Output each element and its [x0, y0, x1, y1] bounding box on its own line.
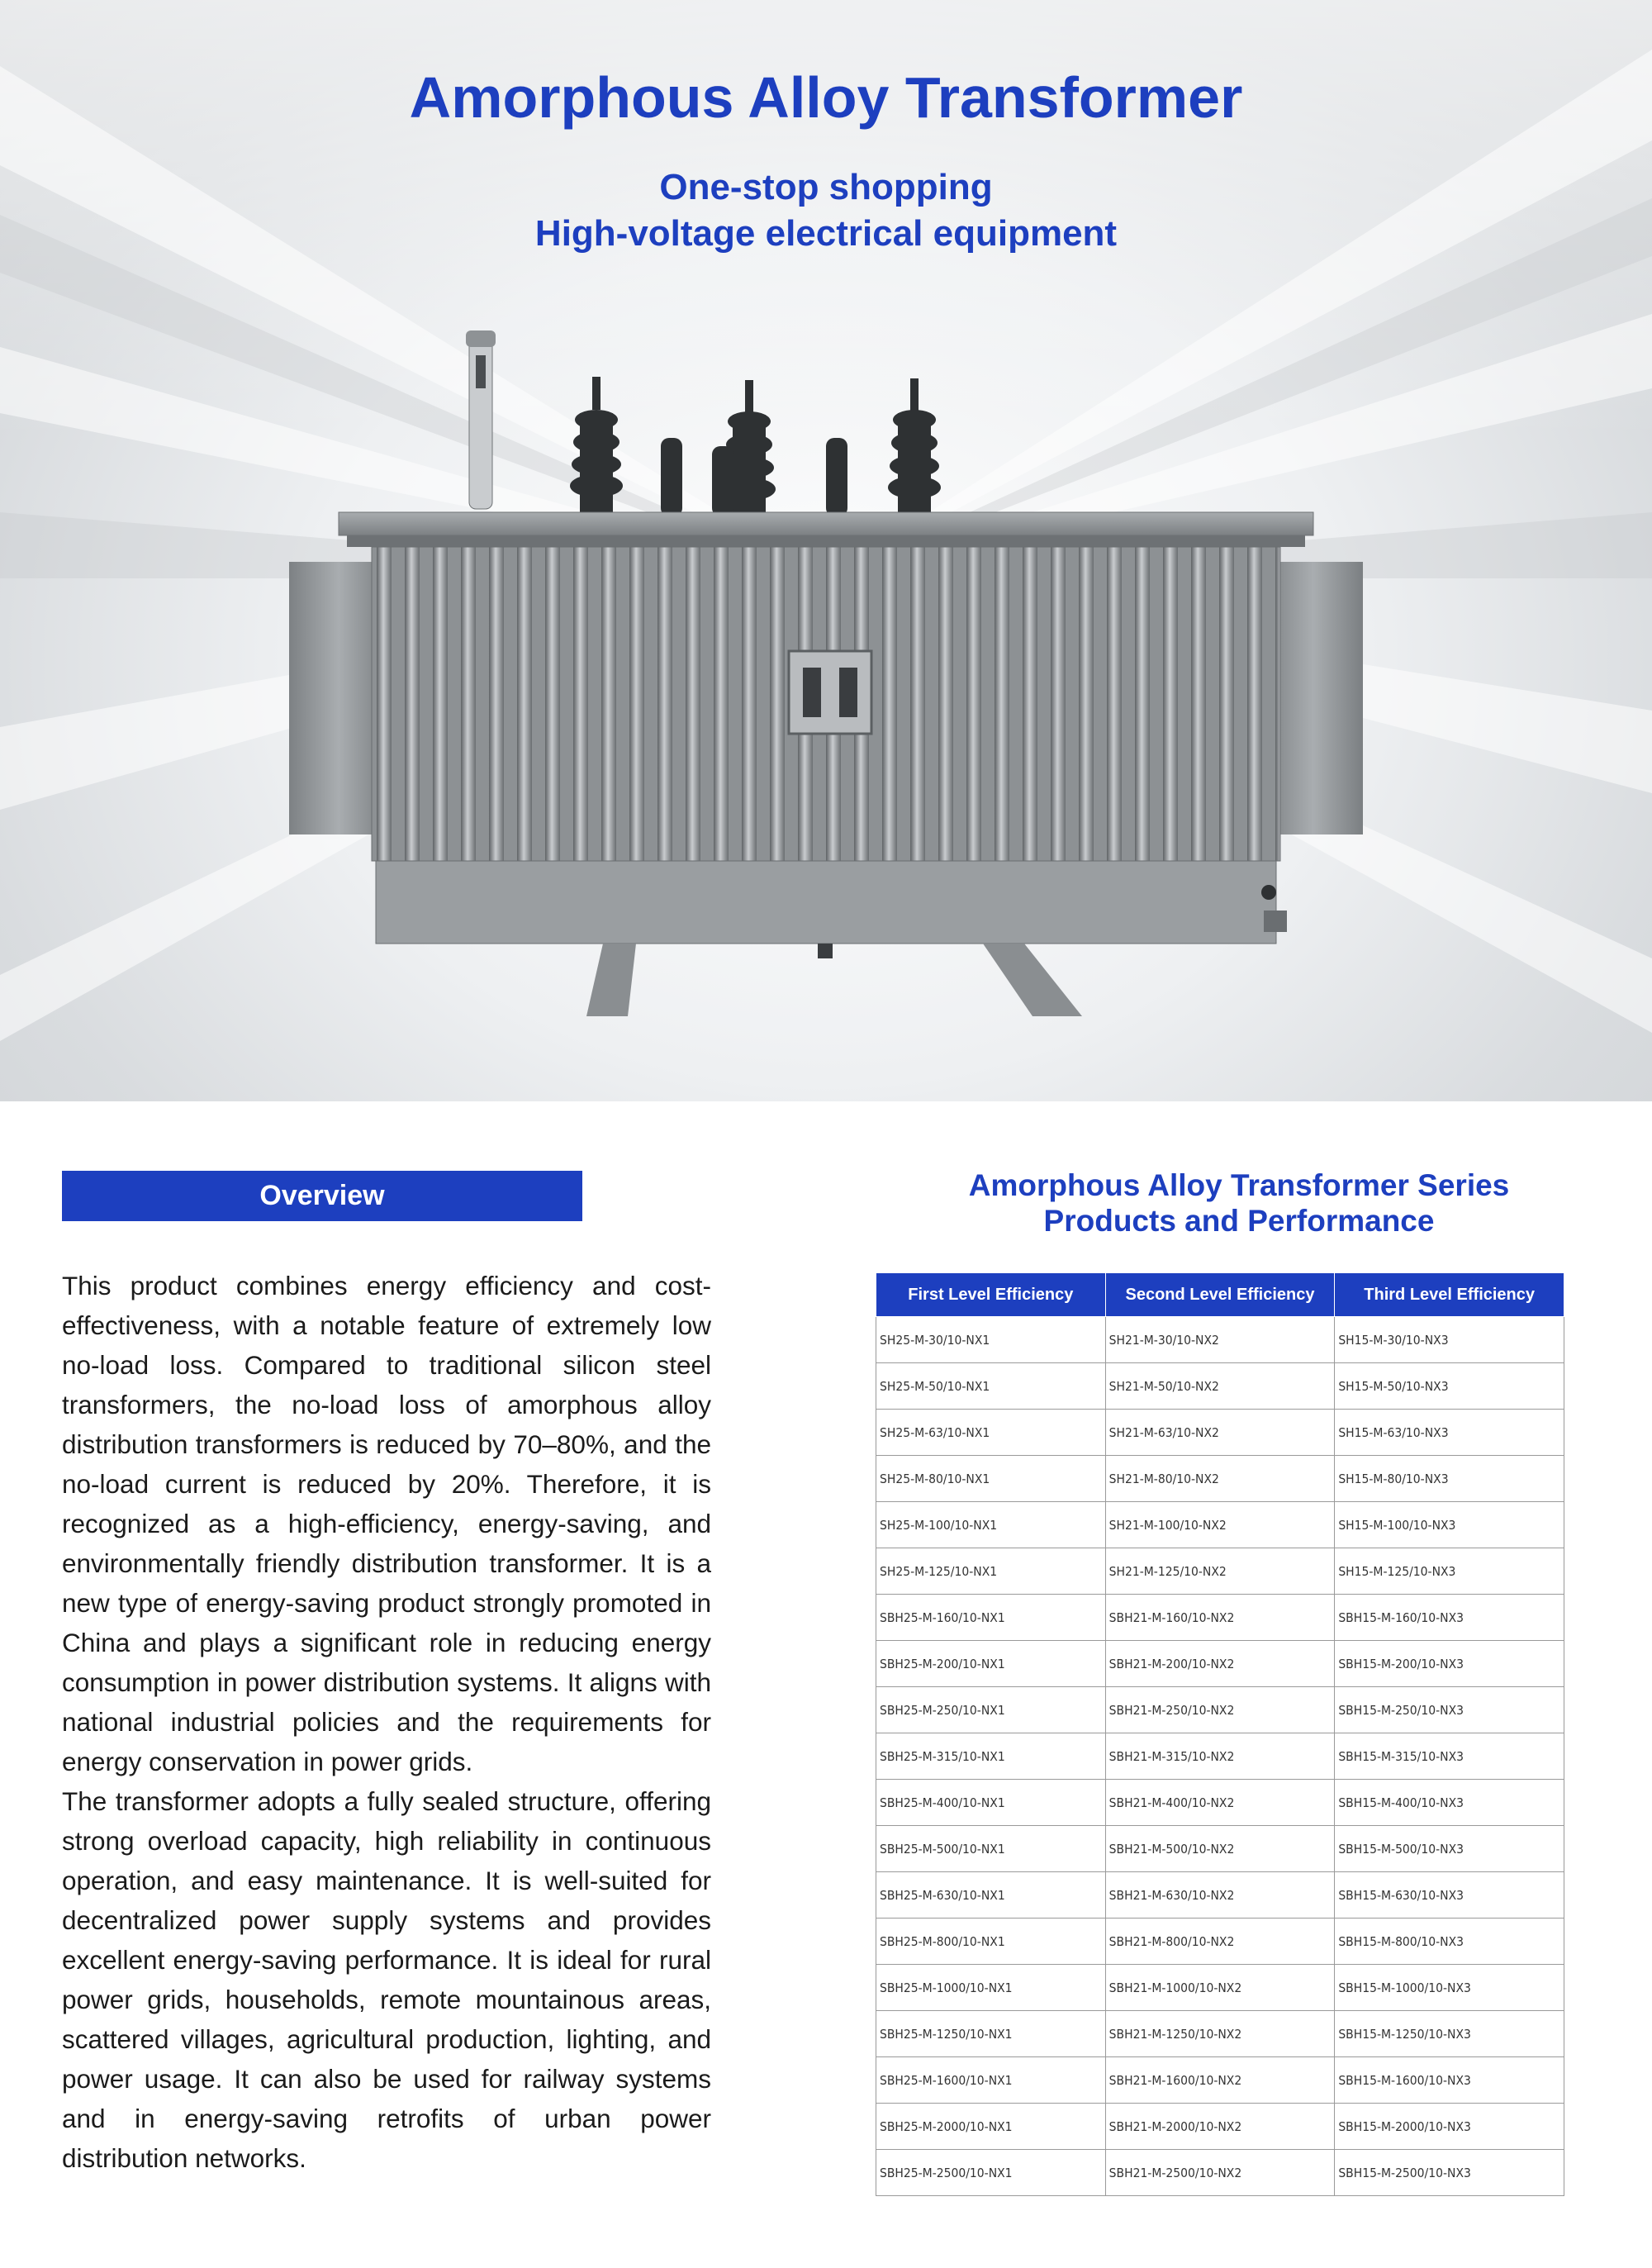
table-cell: SBH25-M-200/10-NX1	[876, 1641, 1106, 1687]
series-table	[876, 1272, 1564, 2196]
table-row	[876, 1502, 1564, 1548]
table-cell: SH25-M-50/10-NX1	[876, 1363, 1106, 1410]
overview-heading: Overview	[62, 1171, 582, 1221]
table-cell: SBH21-M-250/10-NX2	[1105, 1687, 1335, 1733]
table-row	[876, 1919, 1564, 1965]
table-cell: SBH25-M-250/10-NX1	[876, 1687, 1106, 1733]
table-cell: SH21-M-80/10-NX2	[1105, 1456, 1335, 1502]
table-cell: SBH25-M-500/10-NX1	[876, 1826, 1106, 1872]
tagline-line-2: High-voltage electrical equipment	[534, 213, 1118, 254]
table-cell: SBH21-M-1250/10-NX2	[1105, 2011, 1335, 2057]
table-cell: SBH15-M-500/10-NX3	[1335, 1826, 1564, 1872]
table-cell: SBH15-M-2500/10-NX3	[1335, 2150, 1564, 2196]
table-cell: SBH21-M-630/10-NX2	[1105, 1872, 1335, 1919]
table-row	[876, 1410, 1564, 1456]
table-cell: SBH21-M-400/10-NX2	[1105, 1780, 1335, 1826]
table-cell: SBH25-M-630/10-NX1	[876, 1872, 1106, 1919]
table-cell: SBH25-M-1250/10-NX1	[876, 2011, 1106, 2057]
table-cell: SBH21-M-2000/10-NX2	[1105, 2104, 1335, 2150]
table-cell: SBH25-M-400/10-NX1	[876, 1780, 1106, 1826]
overview-paragraph-2: The transformer adopts a fully sealed structure, offering strong overload capacity, high reliability in continuous operation, and easy maintenance. It is well-suited for decentralized power supply systems and provides excellent energy-saving performance. It is ideal for rural power grids, households, remote mountainous areas, scattered villages, agricultural production, lighting, and power usage. It can also be used for railway systems and in energy-saving retrofits of urban power distribution networks.	[62, 1786, 711, 2173]
table-cell: SBH15-M-400/10-NX3	[1335, 1780, 1564, 1826]
table-row	[876, 2150, 1564, 2196]
table-row	[876, 1733, 1564, 1780]
table-cell: SBH21-M-2500/10-NX2	[1105, 2150, 1335, 2196]
table-cell: SBH21-M-200/10-NX2	[1105, 1641, 1335, 1687]
table-cell: SH25-M-125/10-NX1	[876, 1548, 1106, 1595]
table-cell: SH21-M-125/10-NX2	[1105, 1548, 1335, 1595]
table-row	[876, 1687, 1564, 1733]
table-cell: SH25-M-30/10-NX1	[876, 1317, 1106, 1363]
table-row	[876, 1548, 1564, 1595]
table-cell: SH15-M-100/10-NX3	[1335, 1502, 1564, 1548]
table-cell: SH21-M-30/10-NX2	[1105, 1317, 1335, 1363]
table-cell: SH25-M-63/10-NX1	[876, 1410, 1106, 1456]
table-cell: SBH25-M-2500/10-NX1	[876, 2150, 1106, 2196]
tagline-line-1: One-stop shopping	[659, 167, 993, 207]
table-cell: SBH15-M-200/10-NX3	[1335, 1641, 1564, 1687]
table-cell: SBH15-M-250/10-NX3	[1335, 1687, 1564, 1733]
table-cell: SBH21-M-160/10-NX2	[1105, 1595, 1335, 1641]
table-row	[876, 1595, 1564, 1641]
table-cell: SBH21-M-315/10-NX2	[1105, 1733, 1335, 1780]
table-cell: SH15-M-50/10-NX3	[1335, 1363, 1564, 1410]
table-cell: SH21-M-100/10-NX2	[1105, 1502, 1335, 1548]
transformer-product-image	[289, 322, 1363, 1033]
table-cell: SH25-M-100/10-NX1	[876, 1502, 1106, 1548]
overview-paragraph-1: This product combines energy efficiency and cost-effectiveness, with a notable feature of extremely low no-load loss. Compared to traditional silicon steel transformers, the no-load loss of amorphous alloy distribution transformers is reduced by 70–80%, and the no-load current is reduced by 20%. Therefore, it is recognized as a high-efficiency, energy-saving, and environmentally friendly distribution transformer. It is a new type of energy-saving product strongly promoted in China and plays a significant role in reducing energy consumption in power distribution systems. It aligns with national industrial policies and the requirements for energy conservation in power grids.	[62, 1271, 711, 1776]
column-header-second-level: Second Level Efficiency	[1105, 1273, 1335, 1317]
overview-body	[62, 1266, 711, 2178]
table-row	[876, 1317, 1564, 1363]
table-cell: SH21-M-50/10-NX2	[1105, 1363, 1335, 1410]
table-cell: SH15-M-125/10-NX3	[1335, 1548, 1564, 1595]
table-cell: SH21-M-63/10-NX2	[1105, 1410, 1335, 1456]
table-cell: SH25-M-80/10-NX1	[876, 1456, 1106, 1502]
table-header-row	[876, 1273, 1564, 1317]
table-cell: SBH25-M-315/10-NX1	[876, 1733, 1106, 1780]
table-cell: SBH25-M-1000/10-NX1	[876, 1965, 1106, 2011]
table-row	[876, 2011, 1564, 2057]
table-cell: SBH25-M-160/10-NX1	[876, 1595, 1106, 1641]
table-cell: SBH25-M-800/10-NX1	[876, 1919, 1106, 1965]
table-cell: SBH15-M-1600/10-NX3	[1335, 2057, 1564, 2104]
table-row	[876, 1872, 1564, 1919]
table-cell: SBH15-M-160/10-NX3	[1335, 1595, 1564, 1641]
table-row	[876, 2057, 1564, 2104]
table-cell: SBH15-M-2000/10-NX3	[1335, 2104, 1564, 2150]
table-cell: SBH15-M-800/10-NX3	[1335, 1919, 1564, 1965]
table-cell: SBH15-M-1000/10-NX3	[1335, 1965, 1564, 2011]
table-cell: SBH15-M-315/10-NX3	[1335, 1733, 1564, 1780]
table-row	[876, 1363, 1564, 1410]
hero-banner	[0, 0, 1652, 1101]
series-title-line-1: Amorphous Alloy Transformer Series	[968, 1168, 1510, 1202]
table-row	[876, 1826, 1564, 1872]
table-cell: SH15-M-30/10-NX3	[1335, 1317, 1564, 1363]
table-cell: SBH21-M-800/10-NX2	[1105, 1919, 1335, 1965]
table-row	[876, 1641, 1564, 1687]
column-header-third-level: Third Level Efficiency	[1335, 1273, 1564, 1317]
table-cell: SBH15-M-630/10-NX3	[1335, 1872, 1564, 1919]
series-title-line-2: Products and Performance	[1043, 1204, 1435, 1238]
column-header-first-level: First Level Efficiency	[876, 1273, 1106, 1317]
table-cell: SBH21-M-500/10-NX2	[1105, 1826, 1335, 1872]
table-row	[876, 1456, 1564, 1502]
page-title: Amorphous Alloy Transformer	[409, 65, 1243, 130]
table-cell: SBH25-M-1600/10-NX1	[876, 2057, 1106, 2104]
table-cell: SBH21-M-1600/10-NX2	[1105, 2057, 1335, 2104]
table-cell: SH15-M-63/10-NX3	[1335, 1410, 1564, 1456]
table-row	[876, 1965, 1564, 2011]
table-cell: SBH25-M-2000/10-NX1	[876, 2104, 1106, 2150]
table-row	[876, 1780, 1564, 1826]
table-cell: SBH21-M-1000/10-NX2	[1105, 1965, 1335, 2011]
table-cell: SH15-M-80/10-NX3	[1335, 1456, 1564, 1502]
table-row	[876, 2104, 1564, 2150]
table-cell: SBH15-M-1250/10-NX3	[1335, 2011, 1564, 2057]
